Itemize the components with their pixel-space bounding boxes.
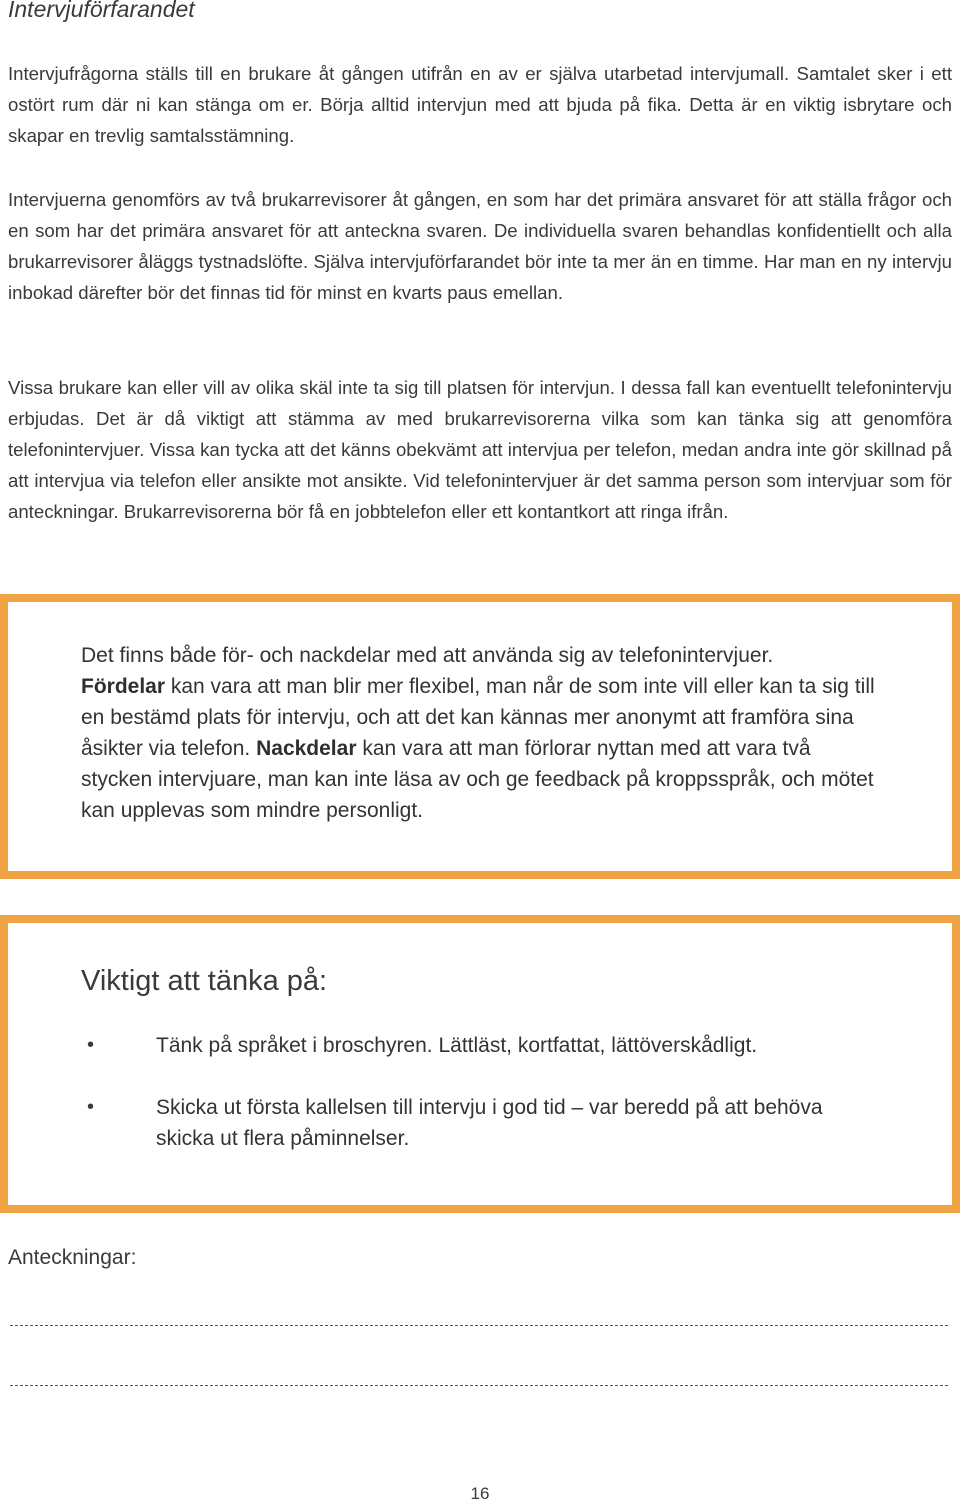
pros-cons-box [0,594,960,879]
cons-label: Nackdelar [256,737,357,760]
bullet-icon: • [87,1096,95,1118]
notes-label: Anteckningar: [8,1246,137,1269]
section-title: Intervjuförfarandet [8,0,195,22]
pros-cons-text [81,640,881,826]
important-box [0,915,960,1213]
bullet-icon: • [87,1034,95,1056]
notes-line [10,1325,948,1326]
paragraph-interview-roles: Intervjuerna genomförs av två brukarrevisorer åt gången, en som har det primära ansvaret för att ställa frågor och en som har det primära ansvaret för att anteckna svaren. De individuella svaren behandlas konfidentiellt och alla brukarrevisorer åläggs tystnadslöfte. Själva intervjuförfarandet bör inte ta mer än en timme. Har man en ny intervju inbokad därefter bör det finnas tid för minst en kvarts paus emellan. [8,189,952,303]
important-heading: Viktigt att tänka på: [81,965,328,997]
bullet-text: Skicka ut första kallelsen till intervju i god tid – var beredd på att behöva skicka ut flera påminnelser. [156,1096,823,1150]
pros-label: Fördelar [81,675,166,698]
notes-line [10,1385,948,1386]
pros-text: kan vara att man blir mer flexibel, man når de som inte vill eller kan ta sig till en bestämd plats för intervju, och att det kan kännas mer anonymt att framföra sina åsikter via telefon. [81,675,875,760]
paragraph-interview-setup: Intervjufrågorna ställs till en brukare åt gången utifrån en av er själva utarbetad intervjumall. Samtalet sker i ett ostört rum där ni kan stänga om er. Börja alltid intervjun med att bjuda på fika. Detta är en viktig isbrytare och skapar en trevlig samtalsstämning. [8,63,952,146]
page-number: 16 [470,1484,490,1503]
pros-cons-intro: Det finns både för- och nackdelar med att använda sig av telefonintervjuer. [81,644,774,667]
paragraph-phone-interviews: Vissa brukare kan eller vill av olika skäl inte ta sig till platsen för intervjun. I dessa fall kan eventuellt telefonintervju erbjudas. Det är då viktigt att stämma av med brukarrevisorerna vilka som kan tänka sig att genomföra telefonintervjuer. Vissa kan tycka att det känns obekvämt att intervjua per telefon, medan andra inte gör skillnad på att intervjua via telefon eller ansikte mot ansikte. Vid telefonintervjuer är det samma person som intervjuar som för anteckningar. Brukarrevisorerna bör få en jobbtelefon eller ett kontantkort att ringa ifrån. [8,377,952,522]
cons-text: kan vara att man förlorar nyttan med att vara två stycken intervjuare, man kan inte läsa av och ge feedback på kroppsspråk, och mötet kan upplevas som mindre personligt. [81,737,874,822]
bullet-text: Tänk på språket i broschyren. Lättläst, kortfattat, lättöverskådligt. [156,1034,758,1057]
